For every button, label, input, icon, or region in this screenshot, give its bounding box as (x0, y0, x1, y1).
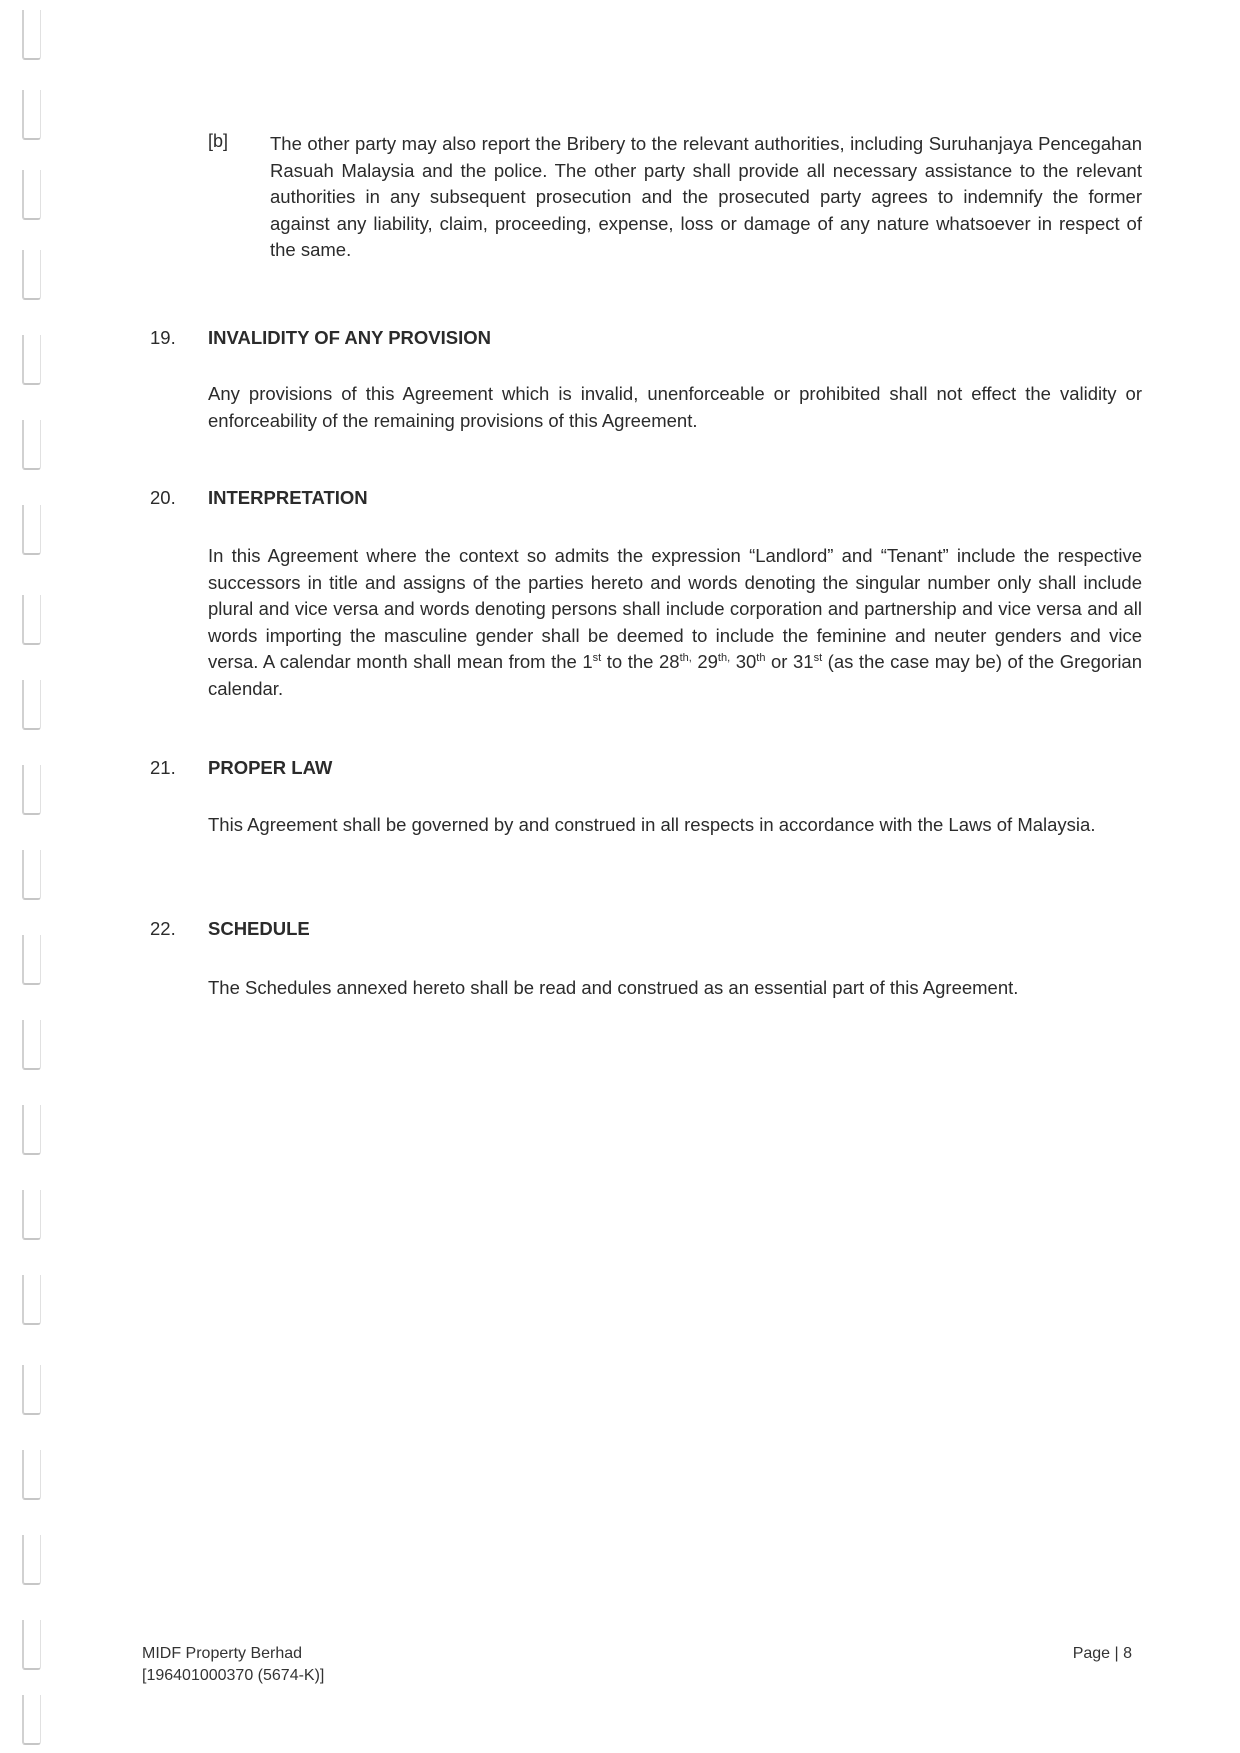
binding-mark (22, 420, 41, 470)
clause-label: [b] (208, 131, 229, 151)
text-run: In this Agreement where the context so admits the expression “Landlord” and “Tenant” include the respective successors in title and assigns of the parties hereto and words denoting the singular number only shall include plural and vice versa and words denoting persons shall include corporation and partnership and vice versa and all words importing the masculine gender shall be deemed to include the feminine and neuter genders and vice versa. A calendar month shall mean from the 1 (208, 545, 1142, 672)
footer-company-block (142, 1643, 324, 1687)
footer-company-name: MIDF Property Berhad (142, 1645, 303, 1662)
binding-mark (22, 1365, 41, 1415)
binding-mark (22, 1105, 41, 1155)
binding-mark (22, 1535, 41, 1585)
binding-mark (22, 1020, 41, 1070)
text-run: 30 (730, 651, 757, 672)
text-run: or 31 (765, 651, 814, 672)
binding-mark (22, 1620, 41, 1670)
binding-mark (22, 10, 41, 60)
section-number: 19. (150, 327, 176, 348)
section-22-body (208, 975, 1142, 1002)
binding-mark (22, 90, 41, 140)
section-number: 20. (150, 487, 176, 508)
section-title: INTERPRETATION (208, 487, 368, 508)
section-title: PROPER LAW (208, 757, 333, 778)
section-21-body (208, 812, 1142, 839)
binding-mark (22, 680, 41, 730)
section-text: This Agreement shall be governed by and construed in all respects in accordance with the Laws of Malaysia. (208, 814, 1096, 835)
binding-mark (22, 1695, 41, 1745)
section-number: 22. (150, 918, 176, 939)
binding-edge (0, 0, 60, 1753)
binding-mark (22, 250, 41, 300)
section-text: Any provisions of this Agreement which is invalid, unenforceable or prohibited shall not effect the validity or enforceability of the remaining provisions of this Agreement. (208, 383, 1142, 431)
binding-mark (22, 935, 41, 985)
binding-mark (22, 1450, 41, 1500)
binding-mark (22, 595, 41, 645)
binding-mark (22, 1275, 41, 1325)
section-title: INVALIDITY OF ANY PROVISION (208, 327, 492, 348)
binding-mark (22, 170, 41, 220)
section-number: 21. (150, 757, 176, 778)
section-22-heading (150, 918, 310, 940)
text-run: (as the case may be) of the Gregorian calendar. (208, 651, 1143, 699)
binding-mark (22, 850, 41, 900)
binding-mark (22, 505, 41, 555)
binding-mark (22, 335, 41, 385)
section-21-heading (150, 757, 332, 779)
section-text: The Schedules annexed hereto shall be read and construed as an essential part of this Agreement. (208, 977, 1019, 998)
text-run: to the 28 (601, 651, 680, 672)
section-19-body (208, 381, 1142, 434)
superscript: th, (679, 651, 692, 664)
superscript: th (756, 651, 766, 664)
section-19-heading (150, 327, 491, 349)
section-20-body (208, 543, 1142, 702)
superscript: st (813, 651, 823, 664)
section-20-heading (150, 487, 368, 509)
superscript: th, (717, 651, 731, 664)
clause-text: The other party may also report the Bribery to the relevant authorities, including Suruhanjaya Pencegahan Rasuah Malaysia and the police. The other party shall provide all necessary assistance to the relevant authorities in any subsequent prosecution and the prosecuted party agrees to indemnify the former against any liability, claim, proceeding, expense, loss or damage of any nature whatsoever in respect of the same. (270, 133, 1142, 260)
section-title: SCHEDULE (208, 918, 310, 939)
text-run: 29 (691, 651, 718, 672)
binding-mark (22, 765, 41, 815)
binding-mark (22, 1190, 41, 1240)
footer-registration: [196401000370 (5674-K)] (142, 1667, 325, 1684)
superscript: st (592, 651, 602, 664)
page-number: Page | 8 (1072, 1645, 1132, 1662)
section-text (208, 543, 1142, 702)
